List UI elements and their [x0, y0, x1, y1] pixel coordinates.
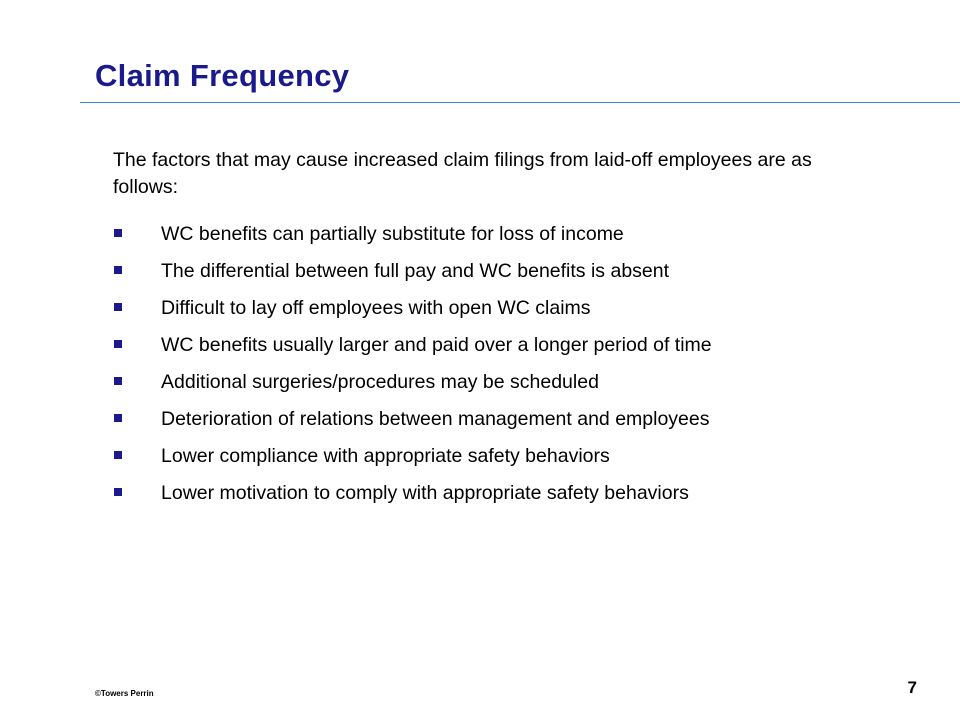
intro-text: The factors that may cause increased claim filings from laid-off employees are as follows: — [113, 149, 812, 198]
square-bullet-icon — [114, 377, 122, 385]
page-number: 7 — [907, 678, 917, 697]
copyright-notice: ©Towers Perrin — [95, 689, 154, 698]
bullet-text: Deterioration of relations between management and employees — [161, 408, 710, 430]
bullet-text: WC benefits usually larger and paid over a longer period of time — [161, 334, 712, 356]
square-bullet-icon — [114, 229, 122, 237]
slide-title: Claim Frequency — [95, 58, 350, 93]
bullet-text: Difficult to lay off employees with open WC claims — [161, 297, 591, 319]
bullet-text: WC benefits can partially substitute for loss of income — [161, 223, 624, 245]
bullet-text: Lower motivation to comply with appropriate safety behaviors — [161, 482, 689, 504]
bullet-text: Additional surgeries/procedures may be scheduled — [161, 371, 599, 393]
square-bullet-icon — [114, 303, 122, 311]
square-bullet-icon — [114, 266, 122, 274]
square-bullet-icon — [114, 488, 122, 496]
square-bullet-icon — [114, 414, 122, 422]
bullet-text: The differential between full pay and WC benefits is absent — [161, 260, 670, 282]
bullet-text: Lower compliance with appropriate safety behaviors — [161, 445, 610, 467]
square-bullet-icon — [114, 340, 122, 348]
title-divider — [80, 102, 960, 103]
square-bullet-icon — [114, 451, 122, 459]
